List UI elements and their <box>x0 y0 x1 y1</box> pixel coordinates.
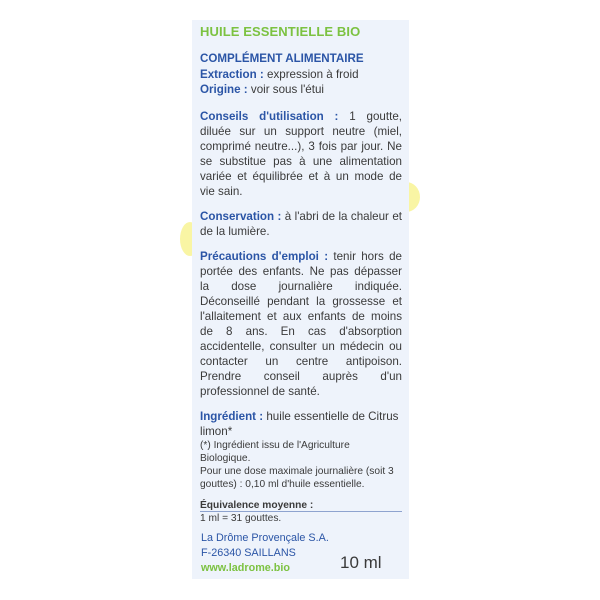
origine-line <box>200 82 402 97</box>
conservation-text: à l'abri de la chaleur et de la lumière. <box>200 210 402 238</box>
product-subtitle: COMPLÉMENT ALIMENTAIRE <box>200 52 364 65</box>
company-address: F-26340 SAILLANS <box>201 547 296 559</box>
origine-label: Origine : <box>200 83 248 96</box>
ingredient-text: huile essentielle de Citrus limon* <box>200 410 399 438</box>
ingredient-label: Ingrédient : <box>200 410 264 423</box>
ingredient-note: (*) Ingrédient issu de l'Agriculture Biologique. <box>200 440 350 464</box>
conseils-label: Conseils d'utilisation : <box>200 110 339 123</box>
equivalence-label: Équivalence moyenne : <box>200 500 314 511</box>
conseils-text: 1 goutte, diluée sur un support neutre (miel, comprimé neutre...), 3 fois par jour. Ne se substitue pas à une alimentation variée et équilibrée et à un mode de vie sain. <box>200 110 402 198</box>
extraction-label: Extraction : <box>200 68 264 81</box>
equivalence-value: 1 ml = 31 gouttes. <box>200 513 282 524</box>
company-website[interactable]: www.ladrome.bio <box>201 562 290 574</box>
dose-info: Pour une dose maximale journalière (soit 3 gouttes) : 0,10 ml d'huile essentielle. <box>200 466 394 490</box>
precautions-text: tenir hors de portée des enfants. Ne pas dépasser la dose journalière indiquée. Déconseillé pendant la grossesse et l'allaitement et aux enfants de moins de 8 ans. En cas d'absorption accidentelle, consulter un médecin ou contacter un centre antipoison. Prendre conseil auprès d'un professionnel de santé. <box>200 250 403 398</box>
precautions-section <box>200 249 402 399</box>
volume-label: 10 ml <box>340 553 382 572</box>
conservation-section <box>200 209 402 239</box>
ingredient-section <box>200 409 402 439</box>
company-name: La Drôme Provençale S.A. <box>201 532 329 544</box>
product-title: HUILE ESSENTIELLE BIO <box>200 24 361 39</box>
precautions-label: Précautions d'emploi : <box>200 250 329 263</box>
extraction-line <box>200 67 402 82</box>
origine-value: voir sous l'étui <box>247 83 324 96</box>
conseils-section <box>200 109 402 199</box>
label-content <box>200 24 402 525</box>
conservation-label: Conservation : <box>200 210 282 223</box>
footer-divider <box>200 511 402 512</box>
extraction-value: expression à froid <box>263 68 359 81</box>
footer-info <box>201 531 329 576</box>
